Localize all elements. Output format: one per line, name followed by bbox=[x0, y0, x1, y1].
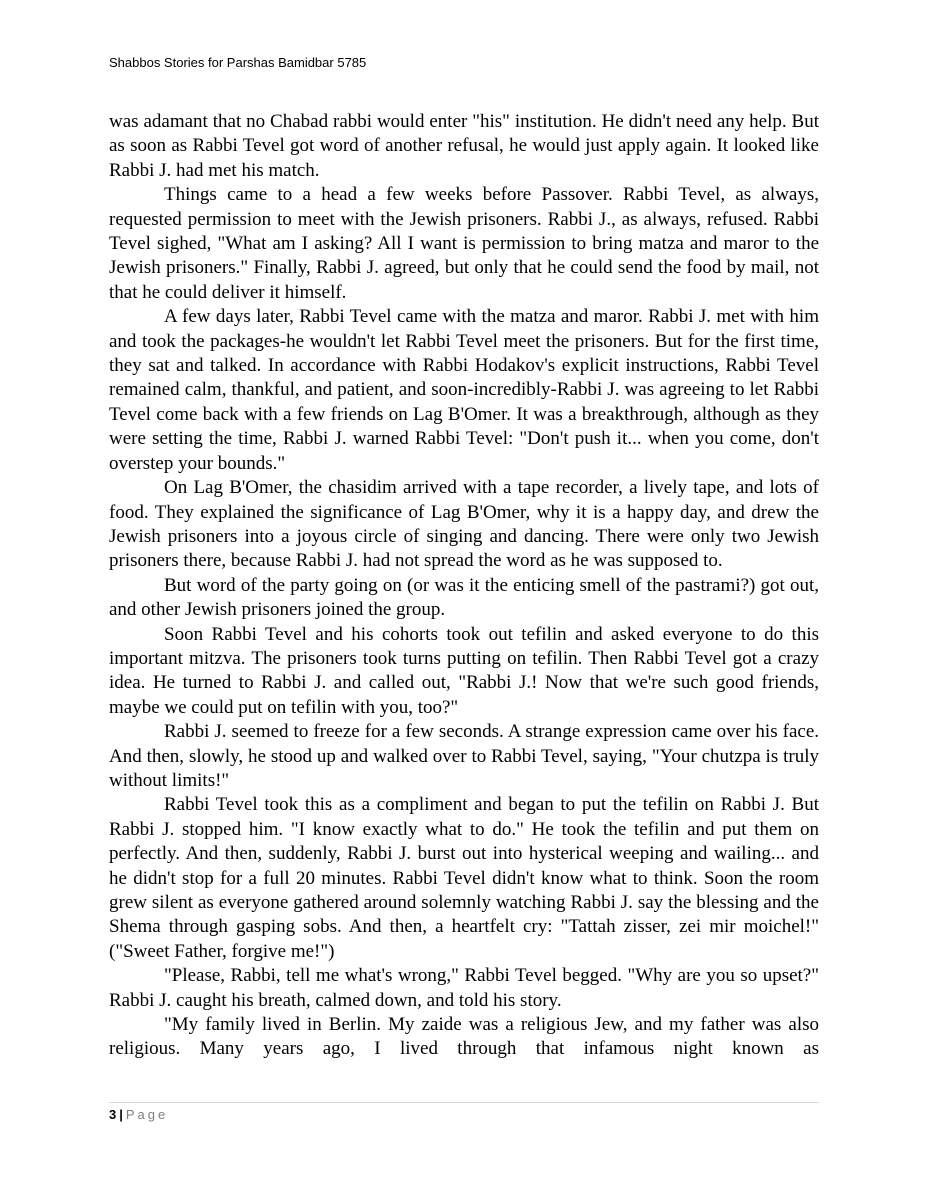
paragraph: "Please, Rabbi, tell me what's wrong," Rabbi Tevel begged. "Why are you so upset?" Rabbi J. caught his breath, calmed down, and told his story. bbox=[109, 965, 819, 1011]
paragraph: But word of the party going on (or was it the enticing smell of the pastrami?) got out, and other Jewish prisoners joined the group. bbox=[109, 574, 819, 621]
page-separator: | bbox=[119, 1107, 123, 1122]
story-body bbox=[109, 110, 819, 1062]
paragraph: Rabbi Tevel took this as a compliment and began to put the tefilin on Rabbi J. But Rabbi J. stopped him. "I know exactly what to do." He took the tefilin and put them on perfectly. And then, suddenly, Rabbi J. burst out into hysterical weeping and wailing... and he didn't stop for a full 20 minutes. Rabbi Tevel didn't know what to think. Soon the room grew silent as everyone gathered around solemnly watching Rabbi J. say the blessing and the Shema through gasping sobs. And then, a heartfelt cry: "Tattah zisser, zei mir moichel!" ("Sweet Father, forgive me!") bbox=[109, 794, 819, 962]
paragraph: was adamant that no Chabad rabbi would enter "his" institution. He didn't need any help. But as soon as Rabbi Tevel got word of another refusal, he would just apply again. It looked like Rabbi J. had met his match. bbox=[109, 111, 819, 181]
page-label: Page bbox=[125, 1107, 169, 1122]
footer-divider bbox=[109, 1102, 819, 1103]
paragraph: A few days later, Rabbi Tevel came with the matza and maror. Rabbi J. met with him and took the packages-he wouldn't let Rabbi Tevel meet the prisoners. But for the first time, they sat and talked. In accordance with Rabbi Hodakov's explicit instructions, Rabbi Tevel remained calm, thankful, and patient, and soon-incredibly-Rabbi J. was agreeing to let Rabbi Tevel come back with a few friends on Lag B'Omer. It was a breakthrough, although as they were setting the time, Rabbi J. warned Rabbi Tevel: "Don't push it... when you come, don't overstep your bounds." bbox=[109, 306, 819, 474]
paragraph: On Lag B'Omer, the chasidim arrived with a tape recorder, a lively tape, and lots of food. They explained the significance of Lag B'Omer, why it is a happy day, and drew the Jewish prisoners into a joyous circle of singing and dancing. There were only two Jewish prisoners there, because Rabbi J. had not spread the word as he was supposed to. bbox=[109, 477, 819, 572]
paragraph: Things came to a head a few weeks before Passover. Rabbi Tevel, as always, requested permission to meet with the Jewish prisoners. Rabbi J., as always, refused. Rabbi Tevel sighed, "What am I asking? All I want is permission to bring matza and maror to the Jewish prisoners." Finally, Rabbi J. agreed, but only that he could send the food by mail, not that he could deliver it himself. bbox=[109, 184, 819, 303]
page-footer bbox=[109, 1107, 168, 1122]
page-number: 3 bbox=[109, 1107, 117, 1122]
page-header: Shabbos Stories for Parshas Bamidbar 5785 bbox=[109, 55, 367, 70]
paragraph: Rabbi J. seemed to freeze for a few seconds. A strange expression came over his face. And then, slowly, he stood up and walked over to Rabbi Tevel, saying, "Your chutzpa is truly without limits!" bbox=[109, 721, 819, 791]
paragraph: Soon Rabbi Tevel and his cohorts took out tefilin and asked everyone to do this important mitzva. The prisoners took turns putting on tefilin. Then Rabbi Tevel got a crazy idea. He turned to Rabbi J. and called out, "Rabbi J.! Now that we're such good friends, maybe we could put on tefilin with you, too?" bbox=[109, 623, 819, 718]
paragraph: "My family lived in Berlin. My zaide was a religious Jew, and my father was also religious. Many years ago, I lived through that infamous night known as bbox=[109, 1014, 819, 1060]
